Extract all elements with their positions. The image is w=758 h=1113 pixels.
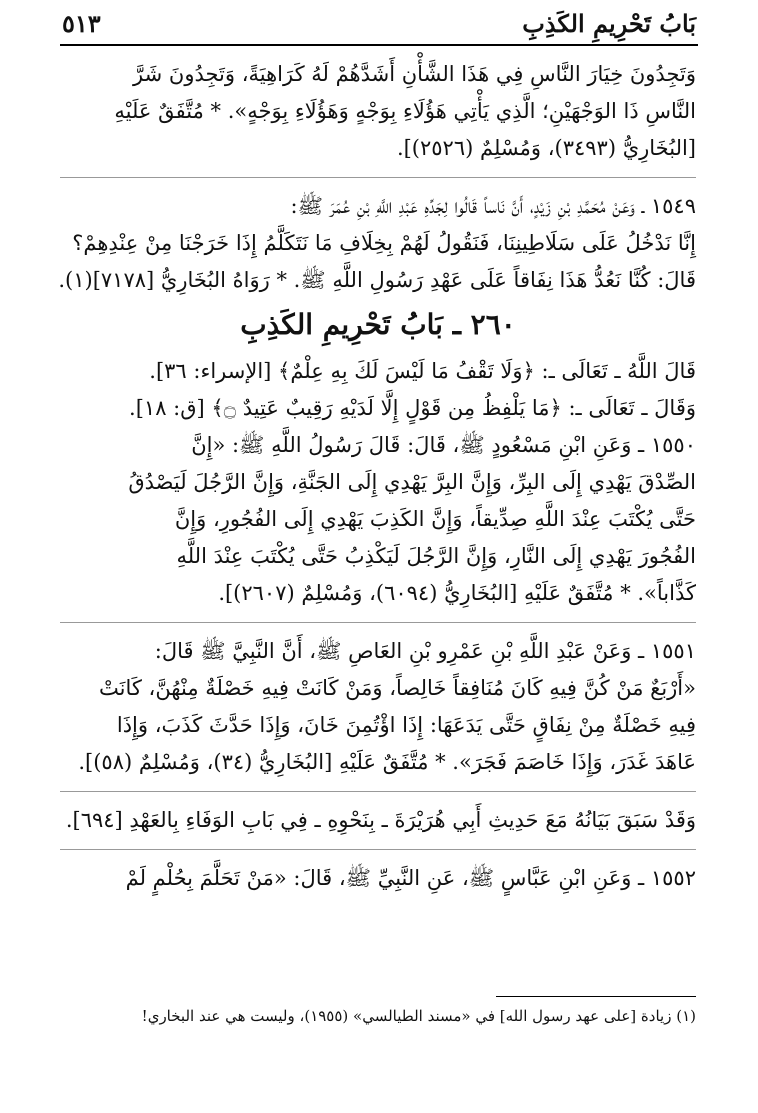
- footnote: (١) زيادة [على عهد رسول الله] في «مسند الطيالسي» (١٩٥٥)، وليست هي عند البخاري!: [141, 1007, 696, 1025]
- text-line: حَتَّى يُكْتَبَ عِنْدَ اللَّهِ صِدِّيقاً، وَإِنَّ الكَذِبَ يَهْدِي إِلَى الفُجُورِ، وَإِنَّ: [174, 507, 696, 531]
- paragraph-separator: [60, 849, 696, 850]
- paragraph-separator: [60, 622, 696, 623]
- paragraph: [60, 633, 696, 781]
- paragraph: [60, 56, 696, 167]
- text-line: «أَرْبَعٌ مَنْ كُنَّ فِيهِ كَانَ مُنَافِقاً خَالِصاً، وَمَنْ كَانَتْ فِيهِ خَصْلَةٌ مِنْهُنَّ، كَانَتْ: [99, 676, 696, 700]
- text-line: كَذَّاباً». * مُتَّفَقٌ عَلَيْهِ [البُخَارِيُّ (٦٠٩٤)، وَمُسْلِمٌ (٢٦٠٧)].: [218, 581, 696, 605]
- paragraph-separator: [60, 177, 696, 178]
- text-line: وَقَالَ ـ تَعَالَى ـ: ﴿مَا يَلْفِظُ مِن قَوْلٍ إِلَّا لَدَيْهِ رَقِيبٌ عَتِيدٌ ۝﴾ [ق: ١٨].: [129, 396, 696, 420]
- text-line: قَالَ اللَّهُ ـ تَعَالَى ـ: ﴿وَلَا تَقْفُ مَا لَيْسَ لَكَ بِهِ عِلْمٌ﴾ [الإسراء: ٣٦].: [149, 359, 696, 383]
- text-line: وَقَدْ سَبَقَ بَيَانُهُ مَعَ حَدِيثِ أَبِي هُرَيْرَةَ ـ بِنَحْوِهِ ـ فِي بَابِ الوَفَاءِ بِالعَهْدِ [٦٩٤].: [65, 808, 696, 832]
- chapter-title: ٢٦٠ ـ بَابُ تَحْرِيمِ الكَذِبِ: [240, 308, 516, 341]
- text-line: وَتَجِدُونَ خِيَارَ النَّاسِ فِي هَذَا الشَّأْنِ أَشَدَّهُمْ لَهُ كَرَاهِيَةً، وَتَجِدُونَ شَرَّ: [133, 62, 696, 86]
- text-line: ١٥٥٠ ـ وَعَنِ ابْنِ مَسْعُودٍ ﷺ، قَالَ: قَالَ رَسُولُ اللَّهِ ﷺ: «إِنَّ: [191, 433, 696, 457]
- text-line: ١٥٥٢ ـ وَعَنِ ابْنِ عَبَّاسٍ ﷺ، عَنِ النَّبِيِّ ﷺ، قَالَ: «مَنْ تَحَلَّمَ بِحُلْمٍ لَمْ: [125, 866, 696, 890]
- text-line: الفُجُورَ يَهْدِي إِلَى النَّارِ، وَإِنَّ الرَّجُلَ لَيَكْذِبُ حَتَّى يُكْتَبَ عِنْدَ اللَّهِ: [176, 544, 696, 568]
- running-header: [62, 6, 696, 40]
- paragraph: [60, 353, 696, 427]
- text-line: قَالَ: كُنَّا نَعُدُّ هَذَا نِفَاقاً عَلَى عَهْدِ رَسُولِ اللَّهِ ﷺ. * رَوَاهُ البُخَارِيُّ [٧١٧٨](١).: [58, 268, 696, 292]
- text-line: ١٥٥١ ـ وَعَنْ عَبْدِ اللَّهِ بْنِ عَمْرِو بْنِ العَاصِ ﷺ، أَنَّ النَّبِيَّ ﷺ قَالَ:: [154, 639, 696, 663]
- paragraph: [60, 188, 696, 299]
- paragraph-separator: [60, 791, 696, 792]
- page-number: ٥١٣: [62, 8, 101, 38]
- chapter-running-title: بَابُ تَحْرِيمِ الكَذِبِ: [522, 8, 696, 38]
- text-line: إِنَّا نَدْخُلُ عَلَى سَلَاطِينِنَا، فَنَقُولُ لَهُمْ بِخِلَافِ مَا نَتَكَلَّمُ إِذَا خَرَجْنَا مِنْ عِنْدِهِمْ؟: [72, 231, 696, 255]
- paragraph: [60, 427, 696, 612]
- text-line: الصِّدْقَ يَهْدِي إِلَى البِرِّ، وَإِنَّ البِرَّ يَهْدِي إِلَى الجَنَّةِ، وَإِنَّ الرَّجُلَ لَيَصْدُقُ: [128, 470, 696, 494]
- paragraph: [60, 860, 696, 897]
- text-line: عَاهَدَ غَدَرَ، وَإِذَا خَاصَمَ فَجَرَ». * مُتَّفَقٌ عَلَيْهِ [البُخَارِيُّ (٣٤)، وَمُسْلِمٌ (٥٨)].: [78, 750, 696, 774]
- text-line: ١٥٤٩ ـ وَعَنْ مُحَمَّدِ بْنِ زَيْدٍ، أَنَّ نَاساً قَالُوا لِجَدِّهِ عَبْدِ اللَّهِ بْنِ عُمَرَ ﷺ:: [290, 194, 696, 218]
- text-line: النَّاسِ ذَا الوَجْهَيْنِ؛ الَّذِي يَأْتِي هَؤُلَاءِ بِوَجْهٍ وَهَؤُلَاءِ بِوَجْهٍ». * مُتَّفَقٌ عَلَيْهِ: [114, 99, 696, 123]
- footnote-rule: [496, 996, 696, 997]
- main-text: [60, 56, 696, 897]
- text-line: فِيهِ خَصْلَةٌ مِنْ نِفَاقٍ حَتَّى يَدَعَهَا: إِذَا اؤْتُمِنَ خَانَ، وَإِذَا حَدَّثَ كَذَبَ، وَإِذَا: [116, 713, 696, 737]
- text-line: [البُخَارِيُّ (٣٤٩٣)، وَمُسْلِمٌ (٢٥٢٦)].: [396, 136, 696, 160]
- header-rule: [60, 44, 698, 46]
- paragraph: [60, 802, 696, 839]
